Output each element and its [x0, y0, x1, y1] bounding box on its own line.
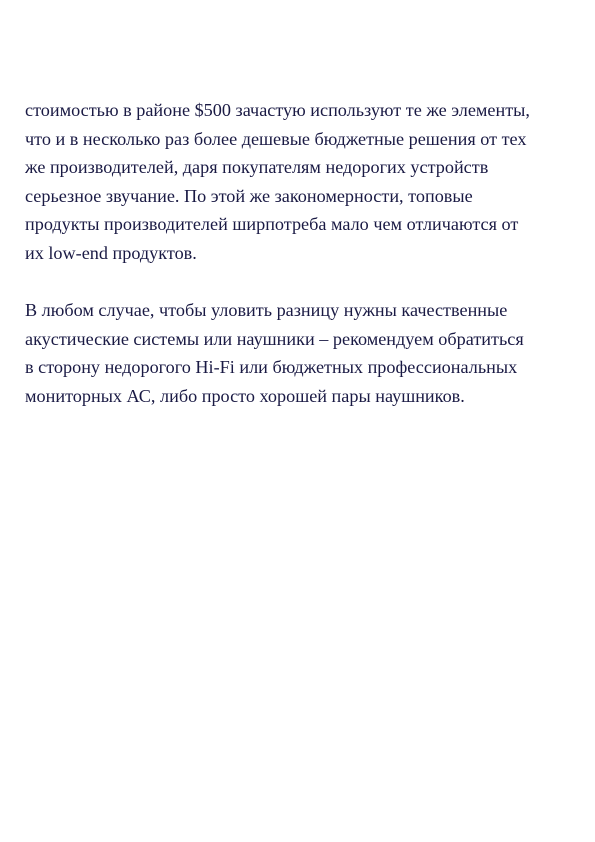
paragraph-line: их low-end продуктов. [25, 242, 197, 263]
paragraph-line: в сторону недорогого Hi-Fi или бюджетных профессиональных [25, 357, 518, 378]
paragraph-line: же производителей, даря покупателям недорогих устройств [25, 157, 489, 178]
paragraph-line: серьезное звучание. По этой же закономерности, топовые [25, 185, 473, 206]
paragraph-line: В любом случае, чтобы уловить разницу нужны качественные [25, 300, 508, 321]
paragraph-line: мониторных АС, либо просто хорошей пары наушников. [25, 385, 465, 406]
paragraph-line: акустические системы или наушники – рекомендуем обратиться [25, 328, 524, 349]
paragraph-line: стоимостью в районе $500 зачастую используют те же элементы, [25, 100, 530, 120]
document-body [25, 96, 575, 411]
paragraph-line: что и в несколько раз более дешевые бюджетные решения от тех [25, 128, 527, 149]
paragraph-2 [25, 296, 575, 410]
paragraph-line: продукты производителей ширпотреба мало чем отличаются от [25, 214, 519, 235]
paragraph-1 [25, 96, 575, 268]
